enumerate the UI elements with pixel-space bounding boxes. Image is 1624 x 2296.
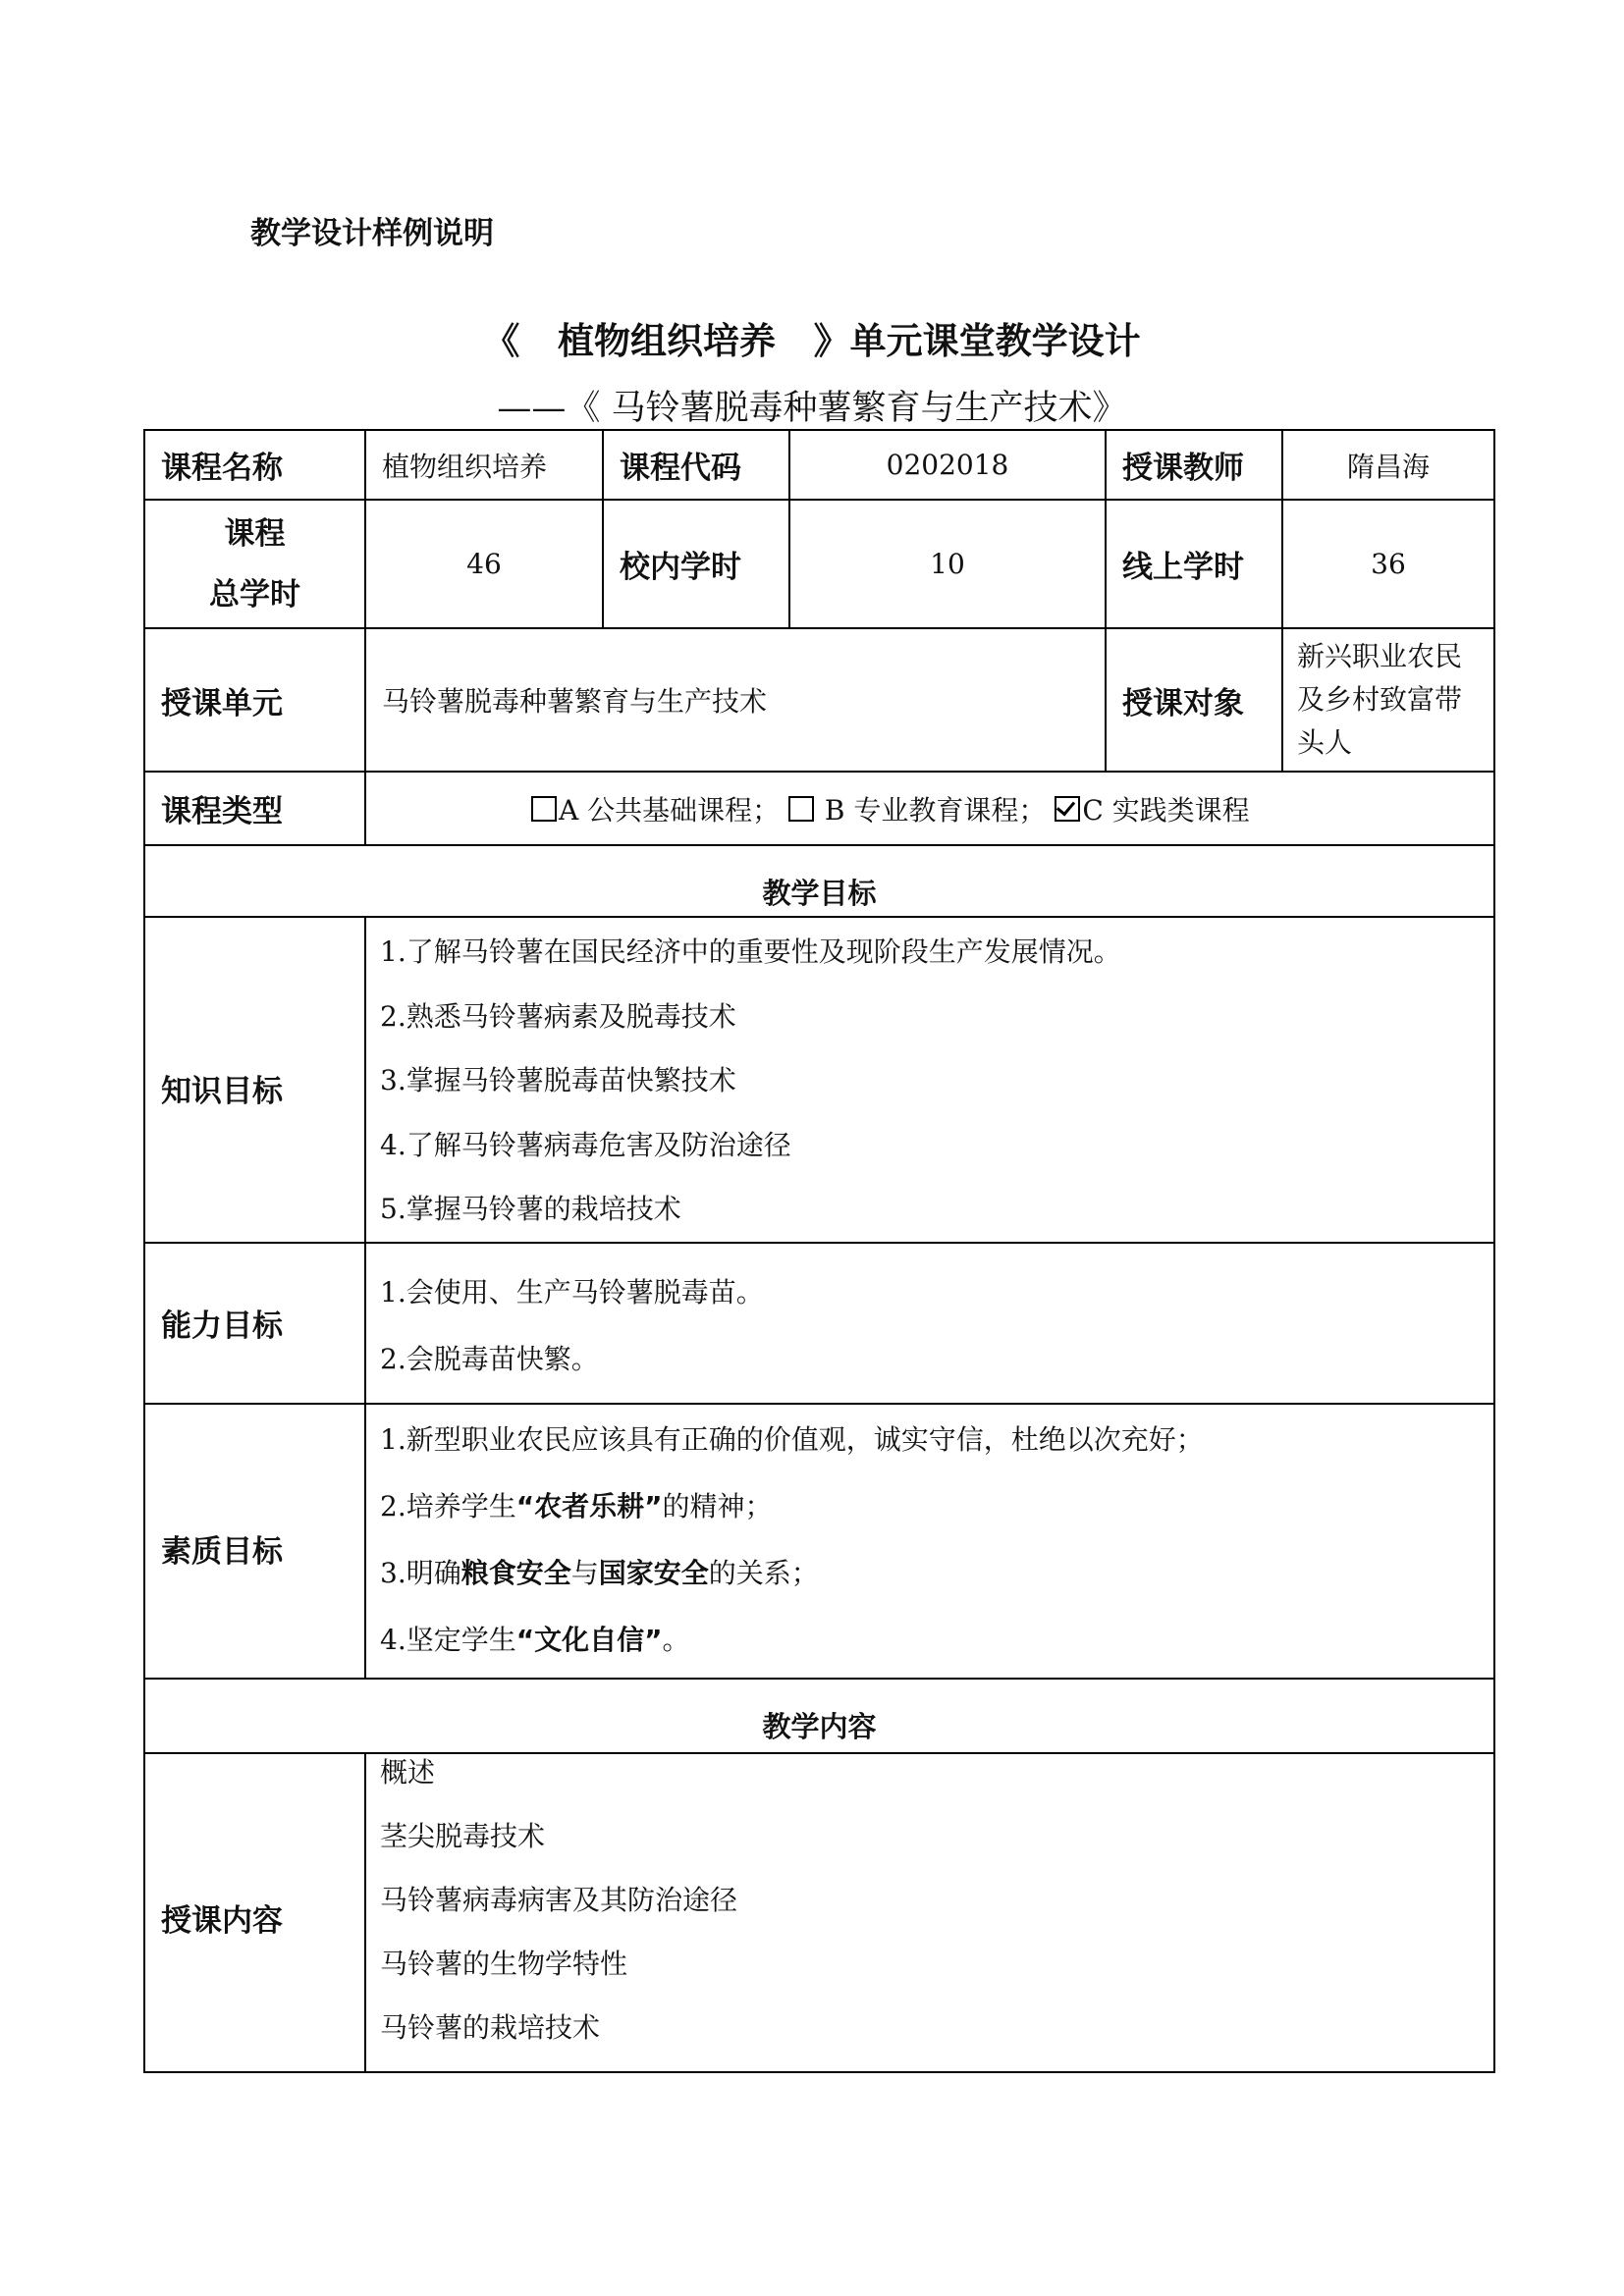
unit-value: 马铃薯脱毒种薯繁育与生产技术 <box>365 628 1106 772</box>
total-hours-label-line1: 课程 <box>224 515 286 552</box>
type-a-checkbox[interactable] <box>531 796 557 822</box>
audience-line-2: 及乡村致富带 <box>1297 683 1463 716</box>
quality-2-pre: 2.培养学生 <box>380 1489 516 1522</box>
course-design-table <box>143 429 1495 2073</box>
quality-item-4 <box>380 1607 1493 1674</box>
quality-3-post: 的关系； <box>708 1556 819 1589</box>
teacher-value: 隋昌海 <box>1282 430 1494 500</box>
knowledge-item-2: 2.熟悉马铃薯病素及脱毒技术 <box>380 999 736 1033</box>
content-item-2: 茎尖脱毒技术 <box>380 1819 546 1852</box>
audience-label: 授课对象 <box>1106 628 1282 772</box>
content-header: 教学内容 <box>144 1679 1494 1753</box>
type-a-label: A 公共基础课程； <box>559 793 781 827</box>
type-c-label: C 实践类课程 <box>1082 793 1250 827</box>
total-hours-label <box>144 500 365 628</box>
page-title: 《 植物组织培养 》单元课堂教学设计 <box>483 320 1141 362</box>
quality-item-3 <box>380 1540 1493 1607</box>
content-label: 授课内容 <box>144 1753 365 2072</box>
course-name-label: 课程名称 <box>144 430 365 500</box>
row-knowledge <box>144 917 1494 1243</box>
campus-hours-value: 10 <box>789 500 1106 628</box>
course-type-label: 课程类型 <box>144 772 365 845</box>
page-subtitle: ——《 马铃薯脱毒种薯繁育与生产技术》 <box>497 389 1127 428</box>
course-name-value: 植物组织培养 <box>365 430 603 500</box>
knowledge-item-4: 4.了解马铃薯病毒危害及防治途径 <box>380 1128 791 1161</box>
knowledge-item-3: 3.掌握马铃薯脱毒苗快繁技术 <box>380 1064 736 1096</box>
ability-label: 能力目标 <box>144 1243 365 1404</box>
row-content <box>144 1753 1494 2072</box>
row-course-type <box>144 772 1494 845</box>
course-code-value: 0202018 <box>789 430 1106 500</box>
teacher-label: 授课教师 <box>1106 430 1282 500</box>
content-list <box>365 1753 1494 2072</box>
doc-label: 教学设计样例说明 <box>250 216 494 251</box>
campus-hours-label: 校内学时 <box>603 500 789 628</box>
quality-2-post: 的精神； <box>662 1489 773 1522</box>
type-b-checkbox[interactable] <box>788 796 814 822</box>
quality-3-bold2: 国家安全 <box>598 1556 709 1589</box>
quality-4-pre: 4.坚定学生 <box>380 1623 516 1656</box>
type-b-label: B 专业教育课程； <box>816 793 1047 827</box>
ability-item-1: 1.会使用、生产马铃薯脱毒苗。 <box>380 1275 764 1308</box>
row-quality <box>144 1404 1494 1679</box>
content-item-3: 马铃薯病毒病害及其防治途径 <box>380 1883 738 1916</box>
knowledge-item-5: 5.掌握马铃薯的栽培技术 <box>380 1193 681 1225</box>
ability-item-2: 2.会脱毒苗快繁。 <box>380 1342 599 1375</box>
row-ability <box>144 1243 1494 1404</box>
audience-value <box>1282 628 1494 772</box>
check-icon <box>1056 796 1075 816</box>
ability-list <box>365 1243 1494 1404</box>
total-hours-label-line2: 总学时 <box>209 576 300 613</box>
quality-3-bold1: 粮食安全 <box>460 1556 571 1589</box>
course-type-options <box>365 772 1494 845</box>
type-c-checkbox[interactable] <box>1055 796 1080 822</box>
course-code-label: 课程代码 <box>603 430 789 500</box>
online-hours-label: 线上学时 <box>1106 500 1282 628</box>
knowledge-list <box>365 917 1494 1243</box>
quality-3-mid: 与 <box>570 1556 599 1589</box>
audience-line-1: 新兴职业农民 <box>1297 640 1463 672</box>
knowledge-label: 知识目标 <box>144 917 365 1243</box>
row-objectives-header <box>144 845 1494 917</box>
total-hours-value: 46 <box>365 500 603 628</box>
online-hours-value: 36 <box>1282 500 1494 628</box>
quality-label: 素质目标 <box>144 1404 365 1679</box>
unit-label: 授课单元 <box>144 628 365 772</box>
audience-line-3: 头人 <box>1297 726 1353 759</box>
content-item-5: 马铃薯的栽培技术 <box>380 2010 601 2044</box>
quality-item-1: 1.新型职业农民应该具有正确的价值观，诚实守信，杜绝以次充好； <box>380 1422 1204 1456</box>
row-unit <box>144 628 1494 772</box>
quality-3-pre: 3.明确 <box>380 1556 461 1589</box>
quality-4-bold: “文化自信” <box>515 1623 663 1656</box>
knowledge-item-1: 1.了解马铃薯在国民经济中的重要性及现阶段生产发展情况。 <box>380 935 1121 968</box>
quality-2-bold: “农者乐耕” <box>515 1489 663 1522</box>
row-hours <box>144 500 1494 628</box>
objectives-header: 教学目标 <box>144 845 1494 917</box>
content-item-1: 概述 <box>380 1755 436 1789</box>
content-item-4: 马铃薯的生物学特性 <box>380 1947 628 1980</box>
quality-list <box>365 1404 1494 1679</box>
row-course-name <box>144 430 1494 500</box>
quality-item-2 <box>380 1473 1493 1540</box>
quality-4-post: 。 <box>662 1623 690 1656</box>
